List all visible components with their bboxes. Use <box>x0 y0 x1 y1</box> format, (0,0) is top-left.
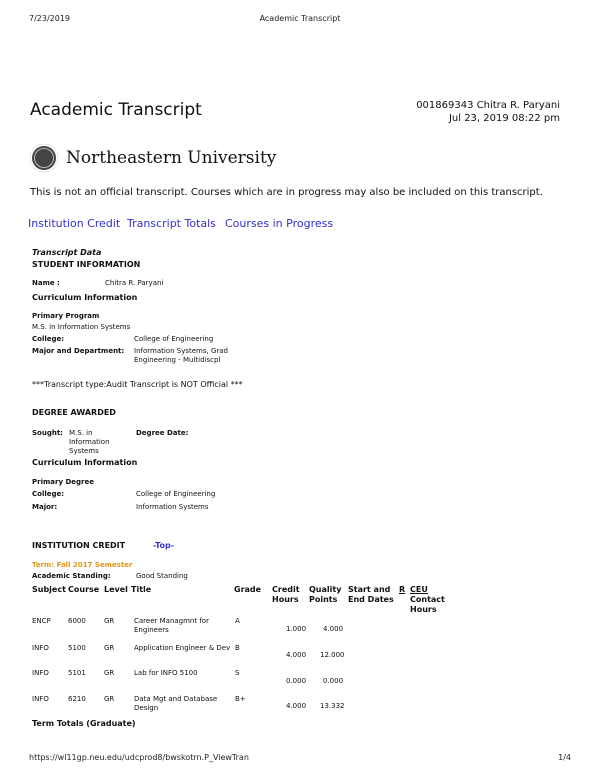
row-course: 6210 <box>68 695 86 703</box>
degree-major-value: Information Systems <box>136 503 209 511</box>
print-page-number: 1/4 <box>558 753 571 762</box>
link-courses-in-progress[interactable]: Courses in Progress <box>225 217 334 230</box>
col-subject: Subject <box>32 585 66 594</box>
curriculum-information-heading: Curriculum Information <box>32 293 138 302</box>
col-ceu: CEU <box>410 585 428 594</box>
degree-date-label: Degree Date: <box>136 429 189 437</box>
report-datetime: Jul 23, 2019 08:22 pm <box>448 113 560 124</box>
row-credit-hours: 1.000 <box>286 625 307 633</box>
row-credit-hours: 4.000 <box>286 702 307 710</box>
link-transcript-totals[interactable]: Transcript Totals <box>127 217 216 230</box>
row-course: 5101 <box>68 669 86 677</box>
row-title: Career Managmnt for Engineers <box>134 617 209 634</box>
sought-value-line2: Information <box>69 438 110 446</box>
row-quality-points: 12.000 <box>320 651 345 659</box>
col-title: Title <box>131 585 152 594</box>
row-quality-points: 0.000 <box>323 677 344 685</box>
transcript-nav <box>28 212 120 231</box>
major-value-line2: Engineering - Multidiscpl <box>134 356 221 364</box>
major-department-label: Major and Department: <box>32 347 125 355</box>
row-grade: B+ <box>235 695 246 703</box>
student-name: Chitra R. Paryani <box>105 279 164 287</box>
row-subject: INFO <box>32 644 49 652</box>
program-value: M.S. in Information Systems <box>32 323 131 331</box>
student-meta <box>416 99 560 125</box>
degree-college-label: College: <box>32 490 65 498</box>
print-url: https://wl11gp.neu.edu/udcprod8/bwskotrn.P_ViewTran <box>29 753 249 762</box>
college-value: College of Engineering <box>134 335 214 343</box>
row-quality-points: 13.332 <box>320 702 345 710</box>
row-quality-points: 4.000 <box>323 625 344 633</box>
primary-degree-label: Primary Degree <box>32 478 94 486</box>
col-r: R <box>399 585 406 594</box>
name-label: Name : <box>32 279 60 287</box>
col-contact-hours: Contact Hours <box>410 595 445 614</box>
college-label: College: <box>32 335 65 343</box>
degree-college-value: College of Engineering <box>136 490 216 498</box>
col-start-end-dates: Start and End Dates <box>348 585 394 604</box>
page-title: Academic Transcript <box>30 100 202 120</box>
university-logo-text: Northeastern University <box>66 148 277 168</box>
degree-major-label: Major: <box>32 503 58 511</box>
col-course: Course <box>68 585 100 594</box>
degree-curriculum-heading: Curriculum Information <box>32 458 138 467</box>
academic-standing-label: Academic Standing: <box>32 572 111 580</box>
row-title: Lab for INFO 5100 <box>134 669 198 677</box>
term-label: Term: Fall 2017 Semester <box>32 561 133 569</box>
row-subject: INFO <box>32 669 49 677</box>
primary-program-label: Primary Program <box>32 312 100 320</box>
row-course: 5100 <box>68 644 86 652</box>
academic-standing-value: Good Standing <box>136 572 188 580</box>
student-id-name: 001869343 Chitra R. Paryani <box>416 100 560 111</box>
row-course: 6000 <box>68 617 86 625</box>
sought-value-line1: M.S. in <box>69 429 93 437</box>
col-credit-hours: Credit Hours <box>272 585 300 604</box>
transcript-type-note: ***Transcript type:Audit Transcript is NOT Official *** <box>32 380 243 389</box>
row-grade: S <box>235 669 240 677</box>
row-credit-hours: 0.000 <box>286 677 307 685</box>
top-link[interactable]: -Top- <box>153 541 175 550</box>
col-grade: Grade <box>234 585 262 594</box>
transcript-data-caption: Transcript Data <box>32 248 102 257</box>
degree-awarded-heading: DEGREE AWARDED <box>32 408 116 417</box>
sought-label: Sought: <box>32 429 63 437</box>
print-page-title: Academic Transcript <box>259 14 341 23</box>
row-title: Data Mgt and Database Design <box>134 695 218 712</box>
row-title: Application Engineer & Dev <box>134 644 231 652</box>
student-information-heading: STUDENT INFORMATION <box>32 260 141 269</box>
col-quality-points: Quality Points <box>309 585 342 604</box>
col-level: Level <box>104 585 128 594</box>
transcript-notice: This is not an official transcript. Courses which are in progress may also be included on this transcript. <box>30 187 543 198</box>
row-level: GR <box>104 617 115 625</box>
print-date: 7/23/2019 <box>29 14 71 23</box>
sought-value-line3: Systems <box>69 447 99 455</box>
row-grade: A <box>235 617 240 625</box>
row-level: GR <box>104 644 115 652</box>
link-institution-credit[interactable]: Institution Credit <box>28 217 121 230</box>
term-totals-heading: Term Totals (Graduate) <box>32 719 136 728</box>
row-level: GR <box>104 669 115 677</box>
university-seal-icon <box>30 144 58 172</box>
row-grade: B <box>235 644 240 652</box>
row-credit-hours: 4.000 <box>286 651 307 659</box>
row-level: GR <box>104 695 115 703</box>
row-subject: INFO <box>32 695 49 703</box>
row-subject: ENCP <box>32 617 51 625</box>
major-value-line1: Information Systems, Grad <box>134 347 228 355</box>
institution-credit-heading: INSTITUTION CREDIT <box>32 541 126 550</box>
